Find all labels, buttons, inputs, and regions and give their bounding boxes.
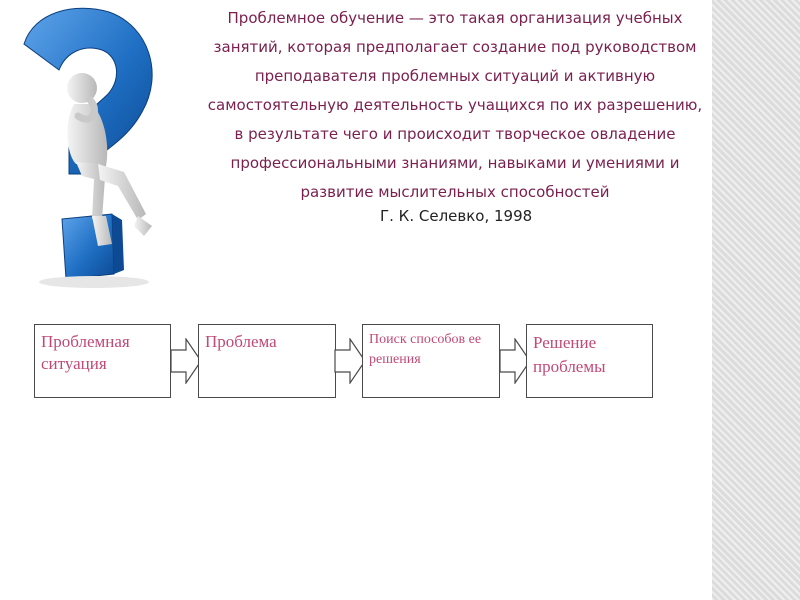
flow-step-search-solutions	[362, 324, 500, 398]
problem-learning-definition: Проблемное обучение — это такая организация учебных занятий, которая предполагает создание под руководством преподавателя проблемных ситуаций и активную самостоятельную деятельность учащихся по их разрешению, в результате чего и происходит творческое овладение профессиональными знаниями, навыками и умениями и развитие мыслительных способностей	[207, 9, 703, 201]
flow-step-problem-situation	[34, 324, 171, 398]
flow-step-problem-solution	[526, 324, 653, 398]
flow-step-label: Проблемная ситуация	[41, 332, 130, 373]
flow-step-label: Решение проблемы	[533, 333, 606, 376]
flow-step-label: Проблема	[205, 332, 277, 351]
flow-step-problem	[198, 324, 336, 398]
flow-step-label: Поиск способов ее решения	[369, 332, 482, 367]
citation-author: Г. К. Селевко, 1998	[380, 207, 533, 225]
